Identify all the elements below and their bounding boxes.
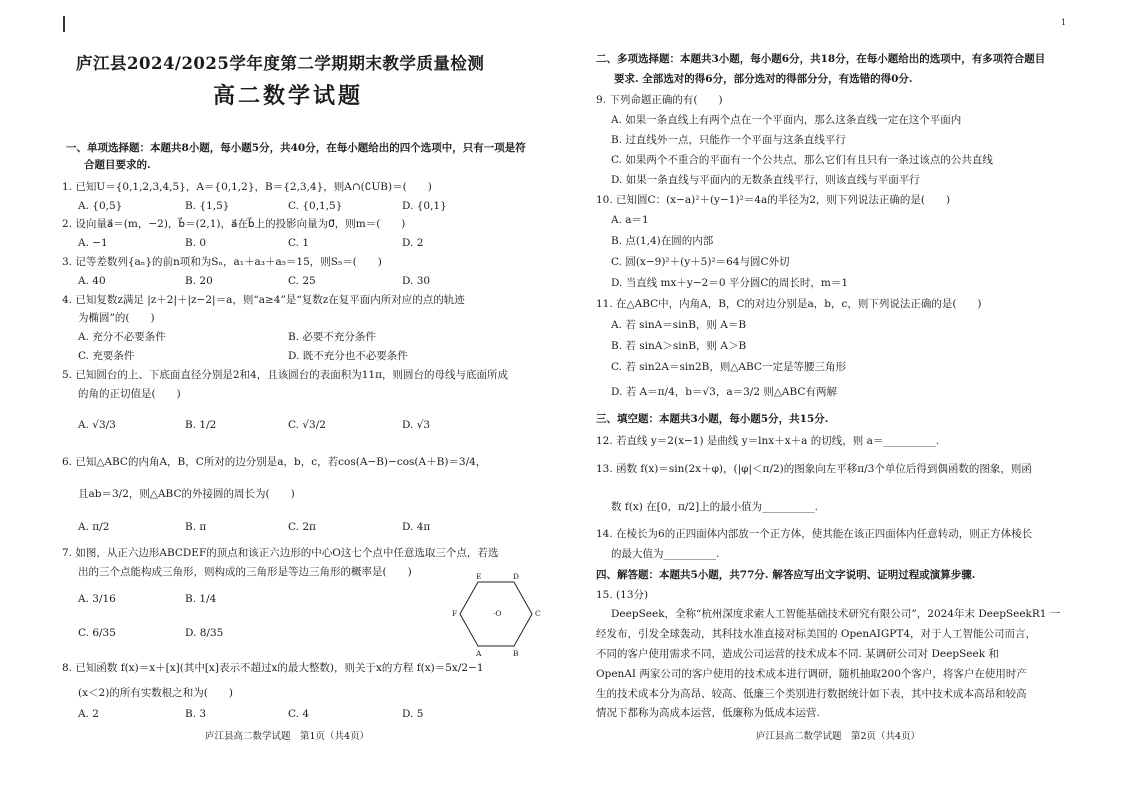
question-7: 7. 如图，从正六边形ABCDEF的顶点和该正六边形的中心O这七个点中任意选取三个点，若选 [62, 547, 499, 559]
hex-label-c: C [535, 609, 541, 618]
question-10: 10. 已知圆C：(x−a)²＋(y−1)²＝4a的半径为2，则下列说法正确的是( ) [596, 194, 951, 206]
question-2: 2. 设向量a⃗＝(m，−2)，b⃗＝(2,1)，a⃗在b⃗上的投影向量为0⃗，则m＝( ) [62, 218, 406, 230]
q7-option-d: D. 8/35 [185, 627, 224, 639]
question-11: 11. 在△ABC中，内角A，B，C的对边分别是a，b，c，则下列说法正确的是( ) [596, 298, 982, 310]
section-2-heading: 二、多项选择题：本题共3小题，每小题6分，共18分，在每小题给出的选项中，有多项符合题目 [596, 53, 1046, 65]
q2-option-a: A. −1 [78, 237, 108, 249]
hex-label-d: D [513, 572, 520, 581]
q1-option-c: C. {0,1,5} [288, 200, 343, 212]
q11-option-b: B. 若 sinA＞sinB，则 A＞B [611, 340, 747, 352]
exam-subtitle: 高二数学试题 [213, 83, 364, 109]
q7-option-a: A. 3/16 [78, 593, 116, 605]
q8-option-a: A. 2 [78, 708, 99, 720]
hex-label-a: A [476, 649, 482, 658]
q4-option-d: D. 既不充分也不必要条件 [288, 350, 408, 362]
q1-option-a: A. {0,5} [78, 200, 123, 212]
q4-option-a: A. 充分不必要条件 [78, 331, 166, 343]
question-8-cont: (x＜2)的所有实数根之和为( ) [78, 687, 233, 699]
section-4-heading: 四、解答题：本题共5小题，共77分. 解答应写出文字说明、证明过程或演算步骤. [596, 569, 976, 581]
q2-option-c: C. 1 [288, 237, 310, 249]
q5-option-c: C. √3/2 [288, 419, 326, 431]
question-12: 12. 若直线 y＝2(x−1) 是曲线 y＝lnx＋x＋a 的切线，则 a＝__________. [596, 435, 940, 447]
q1-option-b: B. {1,5} [185, 200, 230, 212]
question-4-cont: 为椭圆”的( ) [78, 312, 155, 324]
q6-option-d: D. 4π [402, 521, 431, 533]
page-footer-2: 庐江县高二数学试题 第2页（共4页） [756, 731, 921, 742]
section-1-heading-cont: 合题目要求的. [84, 159, 151, 171]
q7-option-c: C. 6/35 [78, 627, 116, 639]
hexagon-figure [450, 570, 550, 660]
q10-option-b: B. 点(1,4)在圆的内部 [611, 235, 714, 247]
q10-option-d: D. 当直线 mx＋y−2＝0 平分圆C的周长时，m＝1 [611, 277, 849, 289]
q4-option-b: B. 必要不充分条件 [288, 331, 376, 343]
question-6-cont: 且ab＝3/2，则△ABC的外接圆的周长为( ) [78, 488, 295, 500]
q8-option-c: C. 4 [288, 708, 310, 720]
exam-title: 庐江县2024/2025学年度第二学期期末教学质量检测 [76, 54, 485, 73]
hex-label-b: B [513, 649, 519, 658]
q15-line-6: 情况下都称为高成本运营，低廉称为低成本运营. [596, 707, 820, 719]
right-page [561, 0, 1123, 794]
question-5-cont: 的角的正切值是( ) [78, 388, 181, 400]
question-6: 6. 已知△ABC的内角A，B，C所对的边分别是a，b，c，若cos(A−B)−cos(A＋B)＝3/4， [62, 456, 487, 468]
left-page [0, 0, 561, 794]
q15-line-4: OpenAI 两家公司的客户使用的技术成本进行调研，随机抽取200个客户，将客户在使用时产 [596, 668, 1027, 680]
section-3-heading: 三、填空题：本题共3小题，每小题5分，共15分. [596, 413, 829, 425]
q8-option-b: B. 3 [185, 708, 207, 720]
q6-option-b: B. π [185, 521, 207, 533]
question-7-cont: 出的三个点能构成三角形，则构成的三角形是等边三角形的概率是( ) [78, 566, 412, 578]
q1-option-d: D. {0,1} [402, 200, 447, 212]
q3-option-a: A. 40 [78, 275, 106, 287]
question-4: 4. 已知复数z满足 |z＋2|＋|z−2|＝a，则“a≥4”是“复数z在复平面内所对应的点的轨迹 [62, 294, 465, 306]
q3-option-b: B. 20 [185, 275, 213, 287]
q9-option-a: A. 如果一条直线上有两个点在一个平面内，那么这条直线一定在这个平面内 [611, 114, 962, 126]
question-5: 5. 已知圆台的上、下底面直径分别是2和4，且该圆台的表面积为11π，则圆台的母线与底面所成 [62, 369, 508, 381]
q3-option-c: C. 25 [288, 275, 316, 287]
q15-line-1: DeepSeek，全称“杭州深度求索人工智能基础技术研究有限公司”，2024年末 DeepSeekR1 一 [611, 608, 1061, 620]
q9-option-b: B. 过直线外一点，只能作一个平面与这条直线平行 [611, 134, 846, 146]
q2-option-b: B. 0 [185, 237, 207, 249]
page-footer-1: 庐江县高二数学试题 第1页（共4页） [205, 731, 370, 742]
question-9: 9. 下列命题正确的有( ) [596, 94, 723, 106]
q4-option-c: C. 充要条件 [78, 350, 135, 362]
section-2-heading-cont: 要求. 全部选对的得6分，部分选对的得部分分，有选错的得0分. [614, 73, 913, 85]
scan-mark [63, 16, 65, 32]
q6-option-a: A. π/2 [78, 521, 110, 533]
q5-option-d: D. √3 [402, 419, 431, 431]
q3-option-d: D. 30 [402, 275, 431, 287]
q9-option-c: C. 如果两个不重合的平面有一个公共点，那么它们有且只有一条过该点的公共直线 [611, 154, 993, 166]
q11-option-a: A. 若 sinA＝sinB，则 A＝B [611, 319, 747, 331]
q10-option-c: C. 圆(x−9)²＋(y＋5)²＝64与圆C外切 [611, 256, 790, 268]
hex-label-f: F [452, 609, 458, 618]
question-1: 1. 已知U＝{0,1,2,3,4,5}，A＝{0,1,2}，B＝{2,3,4}，则A∩(∁UB)＝( ) [62, 181, 432, 193]
question-3: 3. 记等差数列{aₙ}的前n项和为Sₙ，a₁＋a₃＋a₅＝15，则S₅＝( ) [62, 256, 382, 268]
page-mark: 1 [1061, 18, 1067, 27]
question-14: 14. 在棱长为6的正四面体内部放一个正方体，使其能在该正四面体内任意转动，则正方体棱长 [596, 528, 1033, 540]
q15-line-2: 经发布，引发全球轰动，其科技水准直接对标美国的 OpenAIGPT4，对于人工智能公司而言， [596, 628, 1037, 640]
q6-option-c: C. 2π [288, 521, 316, 533]
q15-line-5: 生的技术成本分为高昂、较高、低廉三个类别进行数据统计如下表，其中技术成本高昂和较高 [596, 688, 1027, 700]
q5-option-a: A. √3/3 [78, 419, 116, 431]
q5-option-b: B. 1/2 [185, 419, 217, 431]
question-14-cont: 的最大值为__________. [611, 548, 720, 560]
section-1-heading: 一、单项选择题：本题共8小题，每小题5分，共40分，在每小题给出的四个选项中，只有一项是符 [66, 142, 526, 154]
q8-option-d: D. 5 [402, 708, 424, 720]
question-13-cont: 数 f(x) 在[0，π/2]上的最小值为__________. [611, 501, 819, 513]
question-15-heading: 15. (13分) [596, 589, 649, 601]
q2-option-d: D. 2 [402, 237, 424, 249]
question-8: 8. 已知函数 f(x)＝x＋[x](其中[x]表示不超过x的最大整数)，则关于x的方程 f(x)＝5x/2−1 [62, 662, 484, 674]
q7-option-b: B. 1/4 [185, 593, 217, 605]
question-13: 13. 函数 f(x)＝sin(2x＋φ)，(|φ|＜π/2)的图象向左平移π/3个单位后得到偶函数的图象，则函 [596, 463, 1032, 475]
q11-option-d: D. 若 A＝π/4，b＝√3，a＝3/2 则△ABC有两解 [611, 386, 837, 398]
hex-label-e: E [476, 572, 482, 581]
q15-line-3: 不同的客户使用需求不同，造成公司运营的技术成本不同. 某调研公司对 DeepSeek 和 [596, 648, 999, 660]
q10-option-a: A. a＝1 [611, 214, 649, 226]
hex-label-o: ·O [493, 609, 502, 618]
q11-option-c: C. 若 sin2A＝sin2B，则△ABC一定是等腰三角形 [611, 361, 846, 373]
q9-option-d: D. 如果一条直线与平面内的无数条直线平行，则该直线与平面平行 [611, 174, 920, 186]
